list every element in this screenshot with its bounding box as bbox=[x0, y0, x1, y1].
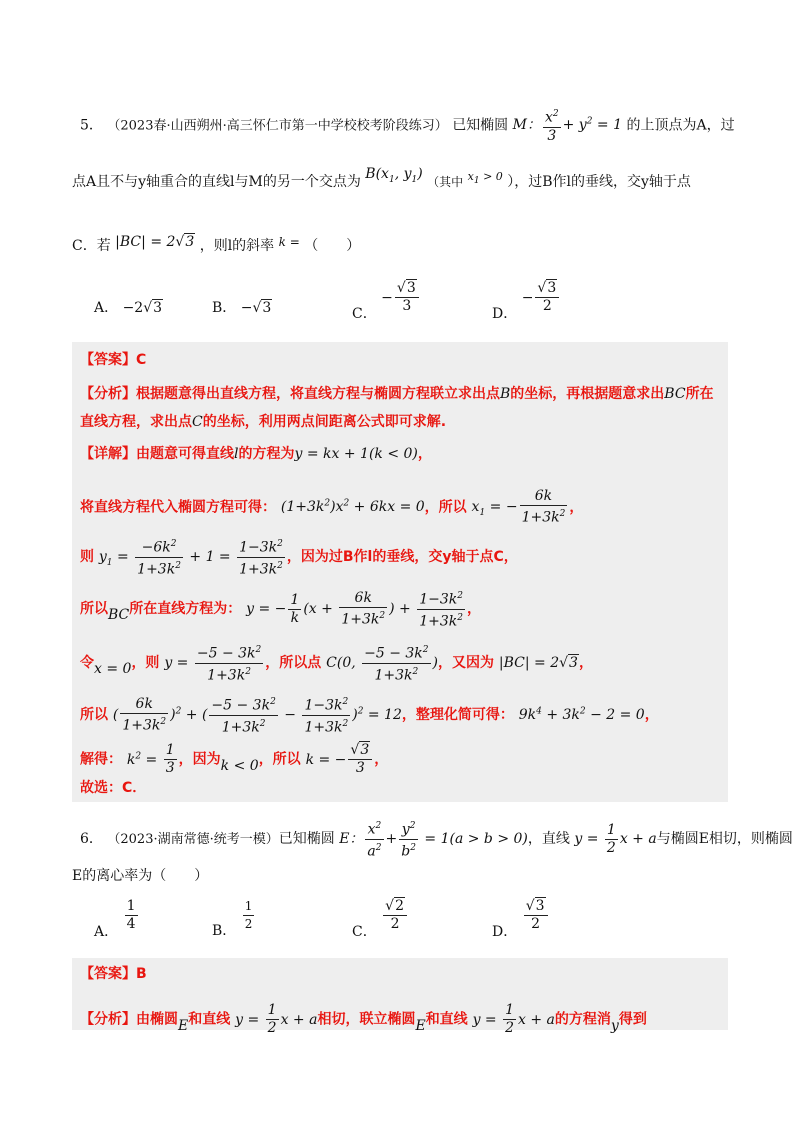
q5-line1: 5． （2023春·山西朔州·高三怀仁市第一中学校校考阶段练习） 已知椭圆 M： $\frac{x^2}{3}$ + $y^2 = 1$ 的上顶点为A，过 bbox=[80, 106, 735, 145]
detail-5-line7: 解得： $k^2$ = $\frac{1}{3}$ ，因为k < 0，所以 k = − $\frac{√3}{3}$ ， bbox=[80, 742, 389, 776]
q5-option-b[interactable]: B． −√3 bbox=[212, 300, 272, 316]
detail-5-line5: 令x = 0，则 y = $\frac{-5 - 3k^2}{1+3k^2}$ ，所以点 C(0, $\frac{-5 - 3k^2}{1+3k^2}$ )，又因为 |BC| = 2√3， bbox=[80, 642, 593, 684]
q6-option-a[interactable]: A． $\frac{1}{4}$ bbox=[94, 898, 136, 940]
answer-5-label: 【答案】C bbox=[80, 352, 147, 368]
line-equation: y = $\frac{1}{2}$ x + a bbox=[574, 821, 657, 856]
detail-5-line8: 故选：C． bbox=[80, 780, 147, 796]
detail-5-line1: 【详解】由题意可得直线l的方程为y = kx + 1(k < 0)， bbox=[80, 446, 432, 462]
q6-option-c[interactable]: C． $\frac{√2}{2}$ bbox=[352, 898, 409, 933]
analysis-5-line2: 直线方程，求出点C的坐标，利用两点间距离公式即可求解. bbox=[80, 414, 447, 430]
q5-option-c[interactable]: C． − $\frac{√3}{3}$ bbox=[352, 280, 421, 315]
detail-5-line3: 则 $y_1$ = $\frac{-6k^2}{1+3k^2}$ + 1 = $\frac{1-3k^2}{1+3k^2}$ ，因为过B作l的垂线，交y轴于点C， bbox=[80, 536, 518, 578]
slope-k: k = bbox=[278, 235, 300, 249]
q5-option-d[interactable]: D． − $\frac{√3}{2}$ bbox=[492, 280, 561, 315]
q6-number: 6． bbox=[80, 831, 103, 848]
point-B: $B(x_1$, $y_1$) bbox=[365, 166, 423, 185]
q5-line2: 点A且不与y轴重合的直线l与M的另一个交点为 $B(x_1$, $y_1$) （其中 $^{x_1 > 0}$ ），过B作l的垂线，交y轴于点 bbox=[72, 166, 691, 190]
detail-5-line6: 所以 ( $\frac{6k}{1+3k^2}$ )$^2$ + ( $\frac{-5 - 3k^2}{1+3k^2}$ − $\frac{1-3k^2}{1+3k^2}$ )$^2$ = 12，整理化简可得： $9k^4 + 3k^2 - 2 = 0$， bbox=[80, 695, 659, 736]
q5-option-a[interactable]: A． −2√3 bbox=[94, 300, 163, 316]
q6-line1: 6． （2023·湖南常德·统考一模）已知椭圆 E： $\frac{x^2}{a^2}$ + $\frac{y^2}{b^2}$ = 1(a > b > 0)，直线 y = $\frac{1}{2}$ x + a与椭圆E相切，则椭圆 bbox=[80, 818, 793, 860]
analysis-6-line1: 【分析】由椭圆E和直线 y = $\frac{1}{2}$ x + a相切，联立椭圆E和直线 y = $\frac{1}{2}$ x + a的方程消y得到 bbox=[80, 1002, 647, 1036]
q5-number: 5． bbox=[80, 117, 103, 134]
analysis-5-line1: 【分析】根据题意得出直线方程，将直线方程与椭圆方程联立求出点B的坐标，再根据题意求出BC所在 bbox=[80, 386, 714, 402]
q6-option-b[interactable]: B． $\frac{1}{2}$ bbox=[212, 899, 253, 939]
detail-5-line4: 所以BC所在直线方程为： y = − $\frac{1}{k}$ (x + $\frac{6k}{1+3k^2}$ ) + $\frac{1-3k^2}{1+3k^2}$ ， bbox=[80, 589, 481, 630]
ellipse-M-equation: M： $\frac{x^2}{3}$ + $y^2 = 1$ bbox=[513, 117, 622, 133]
q6-line2: E的离心率为（ ） bbox=[72, 868, 209, 884]
q6-source: （2023·湖南常德·统考一模） bbox=[107, 832, 279, 848]
detail-5-line2: 将直线方程代入椭圆方程可得： $(1+3k^2)x^2 + 6kx = 0$，所以 $x_1$ = − $\frac{6k}{1+3k^2}$ ， bbox=[80, 488, 584, 526]
ellipse-E-equation: E： $\frac{x^2}{a^2}$ + $\frac{y^2}{b^2}$ = 1(a > b > 0) bbox=[339, 831, 528, 847]
bc-length: |BC| = 2√3 bbox=[115, 234, 195, 250]
q6-option-d[interactable]: D． $\frac{√3}{2}$ bbox=[492, 898, 550, 933]
q5-line3: C．若 |BC| = 2√3 ，则l的斜率 k = （ ） bbox=[72, 234, 361, 254]
q5-source: （2023春·山西朔州·高三怀仁市第一中学校校考阶段练习） bbox=[107, 118, 448, 134]
answer-6-label: 【答案】B bbox=[80, 966, 147, 982]
x1-positive: x1 > 0 bbox=[467, 170, 503, 187]
